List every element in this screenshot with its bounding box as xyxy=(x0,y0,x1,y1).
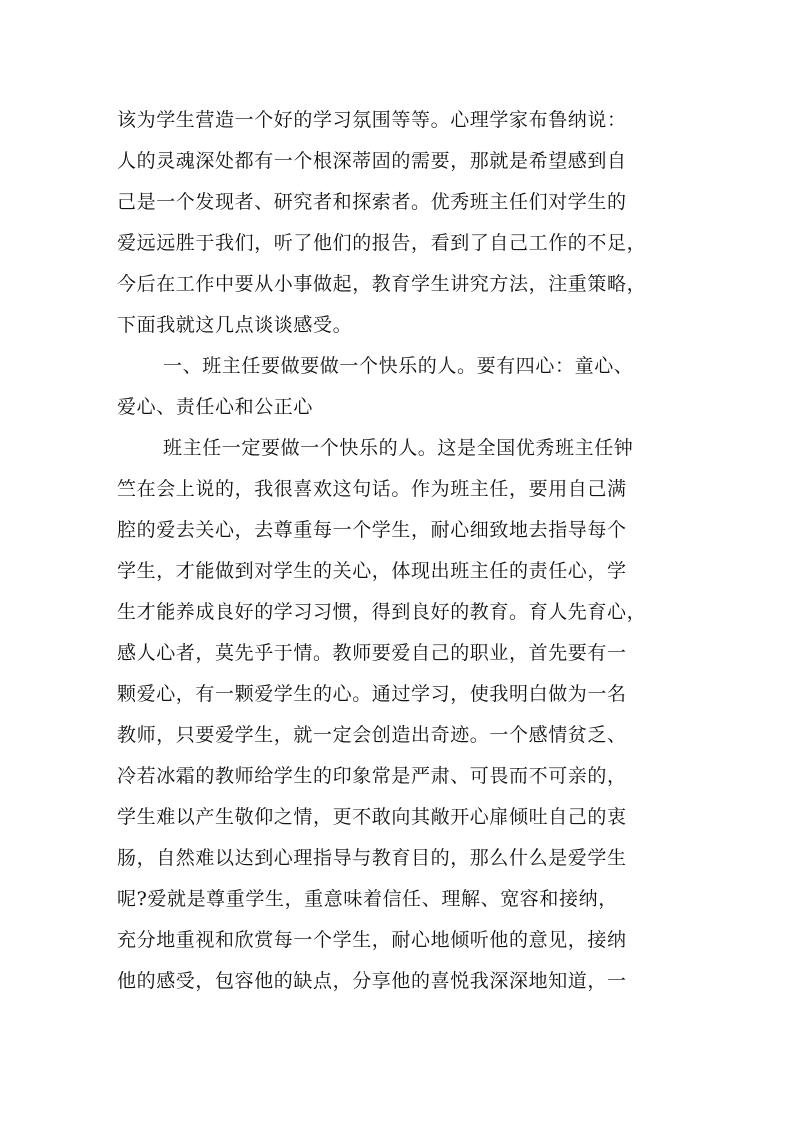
text-line-22: 他的感受，包容他的缺点，分享他的喜悦我深深地知道，一 xyxy=(117,970,627,992)
section-heading-line-1: 一、班主任要做要做一个快乐的人。要有四心：童心、 xyxy=(163,355,634,377)
text-line-18: 学生难以产生敬仰之情，更不敢向其敞开心扉倾吐自己的衷 xyxy=(117,806,627,828)
text-line-14: 感人心者，莫先乎于情。教师要爱自己的职业，首先要有一 xyxy=(117,642,627,664)
text-line-10: 竺在会上说的，我很喜欢这句话。作为班主任，要用自己满 xyxy=(117,478,627,500)
text-line-12: 学生，才能做到对学生的关心，体现出班主任的责任心，学 xyxy=(117,560,627,582)
text-line-15: 颗爱心，有一颗爱学生的心。通过学习，使我明白做为一名 xyxy=(117,683,627,705)
section-heading-line-2: 爱心、责任心和公正心 xyxy=(117,396,314,418)
text-line-17: 冷若冰霜的教师给学生的印象常是严肃、可畏而不可亲的， xyxy=(117,765,627,787)
text-line-20: 呢?爱就是尊重学生，重意味着信任、理解、宽容和接纳， xyxy=(117,888,618,910)
text-line-1: 该为学生营造一个好的学习氛围等等。心理学家布鲁纳说： xyxy=(117,109,627,131)
body-text xyxy=(117,100,687,1002)
text-line-21: 充分地重视和欣赏每一个学生，耐心地倾听他的意见，接纳 xyxy=(117,929,627,951)
text-line-19: 肠，自然难以达到心理指导与教育目的，那么什么是爱学生 xyxy=(117,847,627,869)
text-line-4: 爱远远胜于我们，听了他们的报告，看到了自己工作的不足， xyxy=(117,232,647,254)
text-line-16: 教师，只要爱学生，就一定会创造出奇迹。一个感情贫乏、 xyxy=(117,724,627,746)
text-line-2: 人的灵魂深处都有一个根深蒂固的需要，那就是希望感到自 xyxy=(117,150,627,172)
text-line-5: 今后在工作中要从小事做起，教育学生讲究方法，注重策略， xyxy=(117,273,647,295)
text-line-13: 生才能养成良好的学习习惯，得到良好的教育。育人先育心， xyxy=(117,601,647,623)
text-line-11: 腔的爱去关心，去尊重每一个学生，耐心细致地去指导每个 xyxy=(117,519,627,541)
text-line-6: 下面我就这几点谈谈感受。 xyxy=(117,314,353,336)
text-line-9: 班主任一定要做一个快乐的人。这是全国优秀班主任钟 xyxy=(163,437,634,459)
text-line-3: 己是一个发现者、研究者和探索者。优秀班主任们对学生的 xyxy=(117,191,627,213)
